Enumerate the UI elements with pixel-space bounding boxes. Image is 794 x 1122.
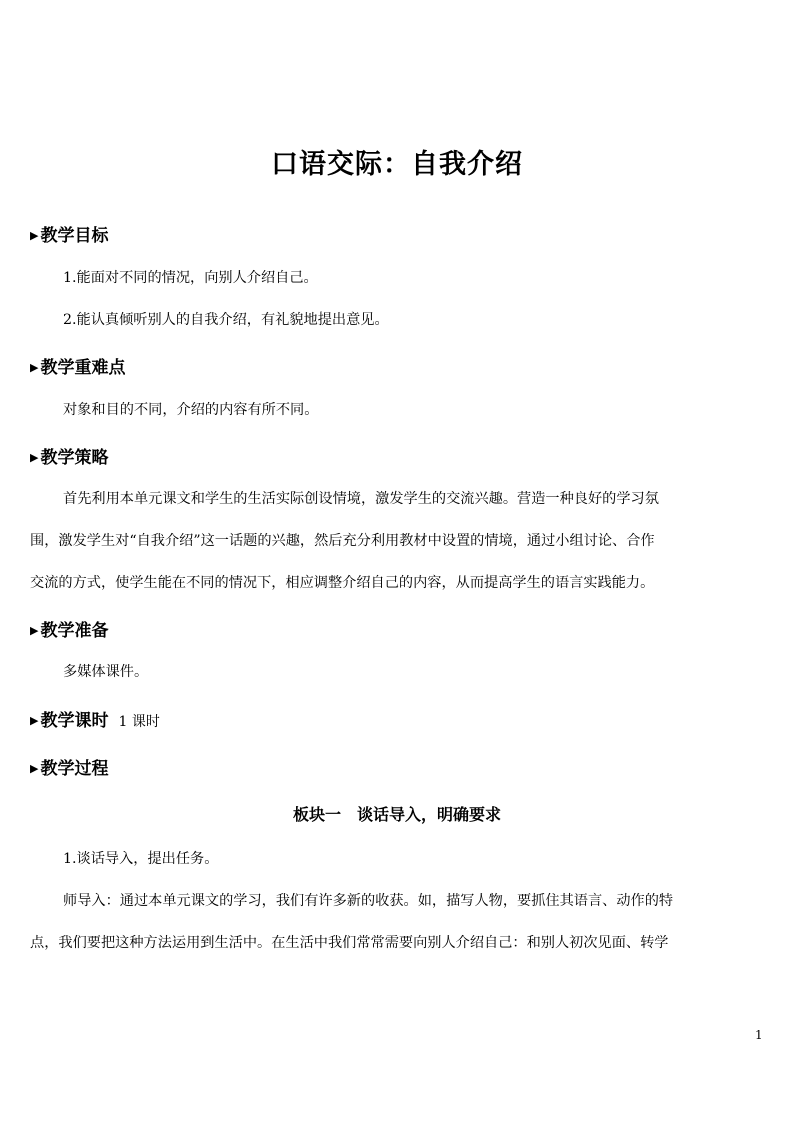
triangle-marker-icon: ▶ [30,624,39,637]
heading-key-points-label: 教学重难点 [40,358,126,378]
key-points-text: 对象和目的不同，介绍的内容有所不同。 [63,402,319,418]
heading-preparation-label: 教学准备 [40,621,109,641]
triangle-marker-icon: ▶ [30,451,39,464]
heading-key-points [30,353,125,378]
page-number: 1 [755,1028,763,1042]
page-title: 口语交际：自我介绍 [271,149,523,180]
hours-value: 1 课时 [118,714,160,730]
block-one-title: 板块一 谈话导入，明确要求 [292,805,501,824]
strategy-line-1: 首先利用本单元课文和学生的生活实际创设情境，激发学生的交流兴趣。营造一种良好的学习氛 [63,491,659,507]
heading-hours [30,706,160,731]
process-line-1: 师导入：通过本单元课文的学习，我们有许多新的收获。如，描写人物，要抓住其语言、动作的特 [63,893,674,909]
triangle-marker-icon: ▶ [30,361,39,374]
strategy-line-3: 交流的方式，使学生能在不同的情况下，相应调整介绍自己的内容，从而提高学生的语言实践能力。 [30,575,655,591]
goal-item-1: 1.能面对不同的情况，向别人介绍自己。 [63,270,318,286]
goal-item-2: 2.能认真倾听别人的自我介绍，有礼貌地提出意见。 [63,312,389,328]
preparation-text: 多媒体课件。 [63,664,149,680]
heading-strategy-label: 教学策略 [40,448,109,468]
heading-process [30,754,108,779]
heading-goals [30,221,108,246]
triangle-marker-icon: ▶ [30,714,39,727]
heading-hours-label: 教学课时 [40,711,109,731]
heading-goals-label: 教学目标 [40,226,109,246]
heading-preparation [30,616,108,641]
strategy-line-2: 围，激发学生对“自我介绍”这一话题的兴趣，然后充分利用教材中设置的情境，通过小组讨论、合作 [30,533,655,549]
heading-process-label: 教学过程 [40,759,109,779]
process-line-2: 点，我们要把这种方法运用到生活中。在生活中我们常常需要向别人介绍自己：和别人初次见面、转学 [30,935,669,951]
heading-strategy [30,443,108,468]
triangle-marker-icon: ▶ [30,229,39,242]
strategy-paragraph [30,478,764,604]
process-paragraph [30,880,764,964]
triangle-marker-icon: ▶ [30,762,39,775]
process-step-1: 1.谈话导入，提出任务。 [63,851,219,867]
